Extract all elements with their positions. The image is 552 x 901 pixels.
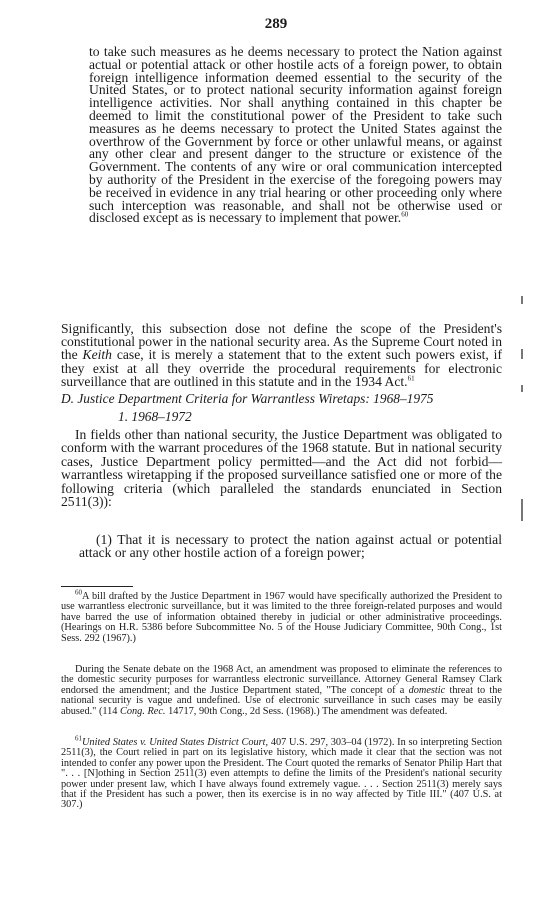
margin-mark [521, 349, 523, 359]
footnote-ref-61: 61 [407, 374, 415, 383]
footnote-text: 14717, 90th Cong., 2d Sess. (1968).) The amendment was defeated. [168, 705, 448, 717]
footnote-60-continued [61, 665, 502, 717]
margin-mark [521, 385, 523, 392]
paragraph-criteria: In fields other than national security, the Justice Department was obligated to conform with the warrant procedures of the 1968 statute. But in national security cases, Justice Department policy permitted—and the Act did not forbid—warrantless wiretapping if the proposed surveillance satisfied one or more of the following criteria (which paralleled the standards enunciated in Section 2511(3)): [61, 427, 502, 510]
paragraph-significance [61, 322, 502, 388]
footnote-divider [61, 586, 133, 587]
footnote-emphasis: domestic [408, 684, 446, 696]
footnote-marker: 61 [75, 734, 82, 743]
footnote-60 [61, 588, 502, 644]
footnote-text: A bill drafted by the Justice Department in 1967 would have specifically authorized the President to use warrantless electronic surveillance, but it was limited to the three foreign-related purposes and would have barred the use of information obtained thereby in judicial or other administrative proceedings. (Hearings on H.R. 5386 before Subcommittee No. 5 of the House Judiciary Committee, 90th Cong., 1st Sess. 292 (1967).) [61, 591, 502, 644]
footnote-text: 407 U.S. 297, 303–04 (1972). In so interpreting Section 2511(3), the Court relied in part on its legislative history, which made it clear that the section was not intended to confer any power upon the President. The Court quoted the remarks of Senator Philip Hart that ". . . [N]othing in Section 2511(3) even attempts to define the limits of the President's national security power under present law, which I have always found extremely vague. . . . Section 2511(3) merely says that if the President has such a power, then its exercise is in no way affected by Title III." (407 U.S. at 307.) [61, 737, 502, 811]
margin-mark [521, 296, 523, 304]
page-number: 289 [264, 16, 288, 32]
footnote-citation: Cong. Rec. [120, 705, 166, 717]
quote-text: to take such measures as he deems necessary to protect the Nation against actual or potential attack or other hostile acts of a foreign power, to obtain foreign intelligence information deemed essential to the security of the United States, or to protect national security information against foreign intelligence activities. Nor shall anything contained in this chapter be deemed to limit the constitutional power of the President to take such measures as he deems necessary to protect the United States against the overthrow of the Government by force or other unlawful means, or against any other clear and present danger to the structure or existence of the Government. The contents of any wire or oral communication intercepted by authority of the President in the exercise of the foregoing powers may be received in evidence in any trial hearing or other proceeding only where such interception was reasonable, and shall not be otherwise used or disclosed except as is necessary to implement that power. [89, 44, 502, 226]
statute-quotation [89, 46, 502, 225]
case-name-keith: Keith [82, 347, 112, 363]
subsection-heading: 1. 1968–1972 [118, 409, 192, 424]
footnote-text: During the Senate debate on the 1968 Act, an amendment was proposed to eliminate the references to the domestic security purposes for warrantless electronic surveillance. Attorney General Ramsey Clark endorsed the amendment; and the Justice Department stated, "The concept of a [61, 664, 502, 696]
section-heading: D. Justice Department Criteria for Warrantless Wiretaps: 1968–1975 [61, 391, 434, 406]
footnote-ref-60: 60 [401, 210, 409, 219]
criteria-item-1: (1) That it is necessary to protect the nation against actual or potential attack or any other hostile action of a foreign power; [79, 532, 502, 561]
footnote-case-name: United States v. United States District Court, [82, 737, 269, 748]
paragraph-text: case, it is merely a statement that to the extent such powers exist, if they exist at all they override the procedural requirements for electronic surveillance that are outlined in this statute and in the 1934 Act. [61, 347, 502, 389]
footnote-61 [61, 734, 502, 811]
footnote-text: threat to the national security is vague and undefined. Use of electronic surveillance in such cases may be easily abused." (114 [61, 684, 502, 717]
paragraph-text: Significantly, this subsection dose not define the scope of the President's constitutional power in the national security area. As the Supreme Court noted in the [61, 321, 502, 363]
margin-mark [521, 499, 523, 521]
footnote-marker: 60 [75, 588, 82, 597]
